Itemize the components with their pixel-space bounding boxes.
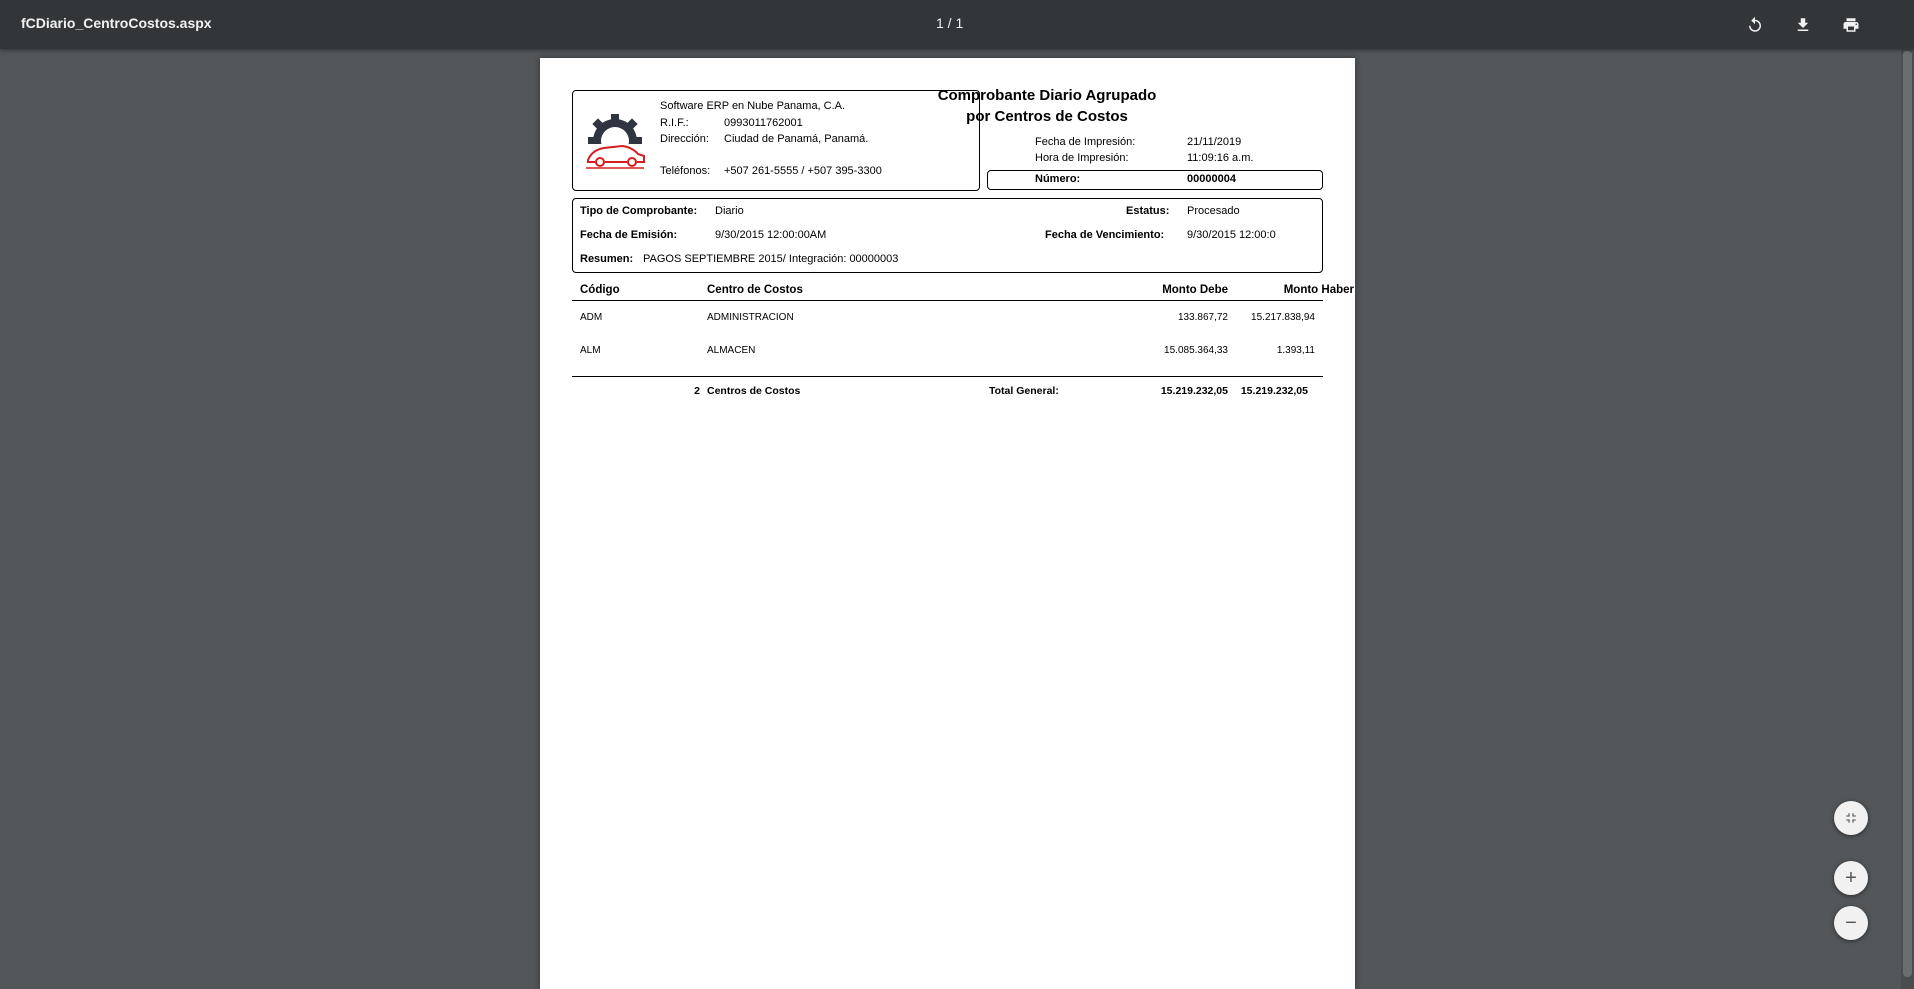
- zoom-in-button[interactable]: +: [1834, 861, 1868, 895]
- print-time-label: Hora de Impresión:: [1035, 152, 1129, 164]
- number-value: 00000004: [1187, 173, 1236, 185]
- fit-to-page-icon: [1843, 810, 1859, 826]
- row-center: ALMACEN: [707, 345, 756, 356]
- scrollbar-thumb[interactable]: [1903, 51, 1912, 977]
- col-header-code: Código: [580, 284, 620, 296]
- col-header-center: Centro de Costos: [707, 284, 803, 296]
- due-value: 9/30/2015 12:00:0: [1187, 229, 1276, 241]
- rif-value: 0993011762001: [724, 117, 803, 129]
- phones-label: Teléfonos:: [660, 165, 711, 177]
- file-name: fCDiario_CentroCostos.aspx: [21, 15, 212, 31]
- row-code: ALM: [580, 345, 601, 356]
- row-debit: 15.085.364,33: [1164, 345, 1228, 356]
- gear-car-logo: [582, 108, 648, 174]
- viewer-toolbar: [0, 0, 1914, 49]
- type-label: Tipo de Comprobante:: [580, 205, 698, 217]
- print-date-label: Fecha de Impresión:: [1035, 136, 1136, 148]
- report-title-line2: por Centros de Costos: [966, 108, 1128, 125]
- footer-divider: [572, 376, 1323, 377]
- col-header-credit: Monto Haber: [1283, 284, 1354, 296]
- fit-to-page-button[interactable]: [1834, 801, 1868, 835]
- row-credit: 15.217.838,94: [1251, 312, 1315, 323]
- total-credit: 15.219.232,05: [1240, 385, 1308, 397]
- status-label: Estatus:: [1126, 205, 1170, 217]
- row-credit: 1.393,11: [1276, 345, 1315, 356]
- summary-value: PAGOS SEPTIEMBRE 2015/ Integración: 00000003: [643, 253, 899, 265]
- print-icon: [1842, 16, 1860, 34]
- zoom-out-button[interactable]: −: [1834, 906, 1868, 940]
- col-header-debit: Monto Debe: [1162, 284, 1228, 296]
- due-label: Fecha de Vencimiento:: [1045, 229, 1165, 241]
- status-value: Procesado: [1187, 205, 1240, 217]
- footer-count: 2: [694, 385, 700, 397]
- issue-label: Fecha de Emisión:: [580, 229, 678, 241]
- rotate-button[interactable]: [1742, 12, 1768, 38]
- total-debit: 15.219.232,05: [1160, 385, 1228, 397]
- total-general-label: Total General:: [989, 385, 1059, 397]
- download-button[interactable]: [1790, 12, 1816, 38]
- row-debit: 133.867,72: [1177, 312, 1228, 323]
- report-title-line1: Comprobante Diario Agrupado: [937, 87, 1157, 104]
- print-time-value: 11:09:16 a.m.: [1187, 152, 1254, 164]
- address-label: Dirección:: [660, 133, 709, 145]
- page-indicator: 1 / 1: [936, 15, 964, 31]
- footer-count-label: Centros de Costos: [707, 385, 801, 397]
- type-value: Diario: [715, 205, 744, 217]
- rif-label: R.I.F.:: [660, 117, 689, 129]
- issue-value: 9/30/2015 12:00:00AM: [715, 229, 827, 241]
- company-name: Software ERP en Nube Panama, C.A.: [660, 100, 846, 112]
- row-center: ADMINISTRACION: [707, 312, 794, 323]
- document-page: [540, 58, 1355, 989]
- vertical-scrollbar[interactable]: [1901, 49, 1914, 989]
- header-divider: [572, 300, 1323, 301]
- phones-value: +507 261-5555 / +507 395-3300: [724, 165, 882, 177]
- row-code: ADM: [580, 312, 603, 323]
- summary-label: Resumen:: [580, 253, 634, 265]
- rotate-icon: [1746, 16, 1764, 34]
- address-value: Ciudad de Panamá, Panamá.: [724, 133, 869, 145]
- print-button[interactable]: [1838, 12, 1864, 38]
- print-date-value: 21/11/2019: [1187, 136, 1242, 148]
- number-label: Número:: [1035, 173, 1081, 185]
- download-icon: [1794, 16, 1812, 34]
